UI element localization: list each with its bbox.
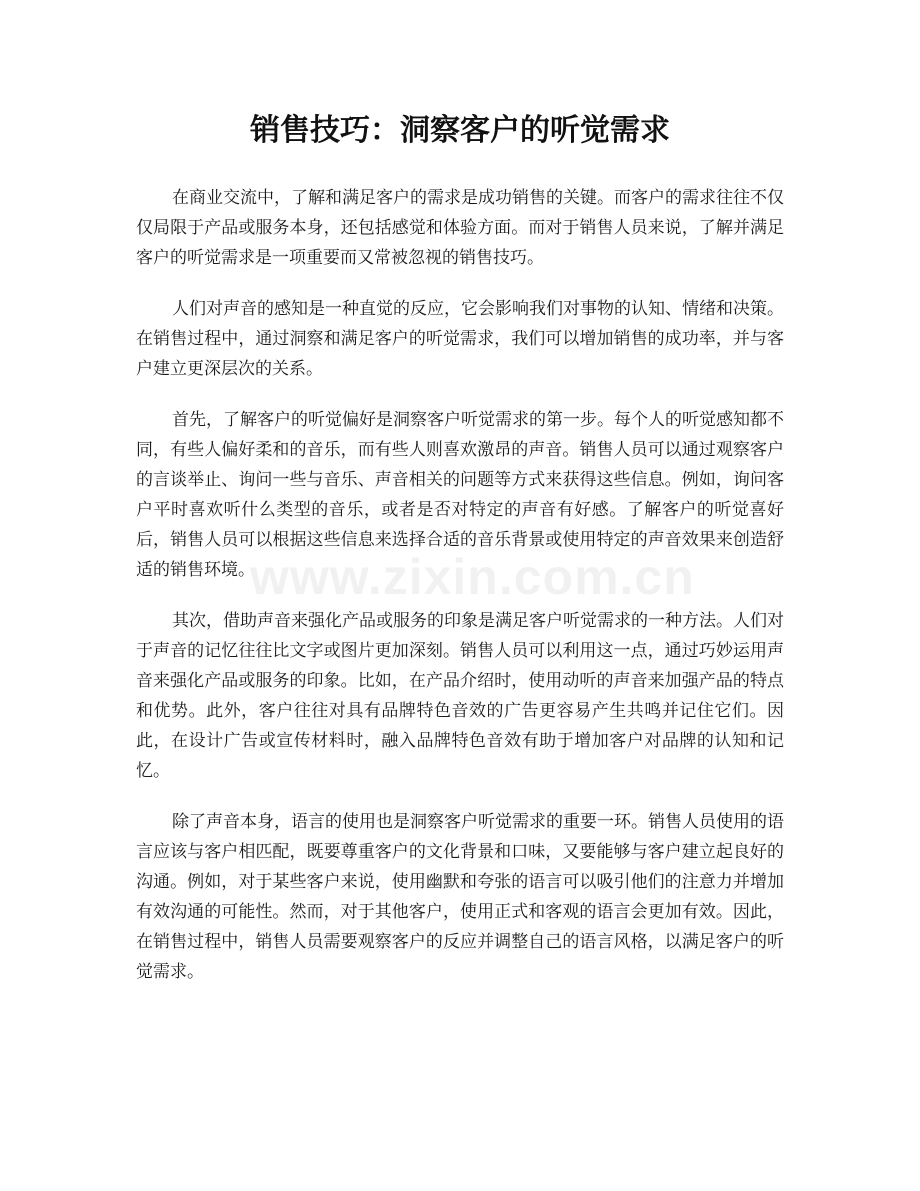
paragraph-3: 首先，了解客户的听觉偏好是洞察客户听觉需求的第一步。每个人的听觉感知都不同，有些人偏好柔和的音乐，而有些人则喜欢激昂的声音。销售人员可以通过观察客户的言谈举止、询问一些与音乐、声音相关的问题等方式来获得这些信息。例如，询问客户平时喜欢听什么类型的音乐，或者是否对特定的声音有好感。了解客户的听觉喜好后，销售人员可以根据这些信息来选择合适的音乐背景或使用特定的声音效果来创造舒适的销售环境。 (136, 410, 784, 580)
watermark: www.zixin.com.cn (250, 549, 695, 605)
document-title: 销售技巧：洞察客户的听觉需求 (250, 113, 670, 148)
paragraph-1: 在商业交流中，了解和满足客户的需求是成功销售的关键。而客户的需求往往不仅仅局限于产品或服务本身，还包括感觉和体验方面。而对于销售人员来说，了解并满足客户的听觉需求是一项重要而又常被忽视的销售技巧。 (136, 188, 784, 268)
paragraph-4: 其次，借助声音来强化产品或服务的印象是满足客户听觉需求的一种方法。人们对于声音的记忆往往比文字或图片更加深刻。销售人员可以利用这一点，通过巧妙运用声音来强化产品或服务的印象。比如，在产品介绍时，使用动听的声音来加强产品的特点和优势。此外，客户往往对具有品牌特色音效的广告更容易产生共鸣并记住它们。因此，在设计广告或宣传材料时，融入品牌特色音效有助于增加客户对品牌的认知和记忆。 (136, 611, 784, 781)
paragraph-5: 除了声音本身，语言的使用也是洞察客户听觉需求的重要一环。销售人员使用的语言应该与客户相匹配，既要尊重客户的文化背景和口味，又要能够与客户建立起良好的沟通。例如，对于某些客户来说，使用幽默和夸张的语言可以吸引他们的注意力并增加有效沟通的可能性。然而，对于其他客户，使用正式和客观的语言会更加有效。因此，在销售过程中，销售人员需要观察客户的反应并调整自己的语言风格，以满足客户的听觉需求。 (136, 812, 784, 982)
paragraph-2: 人们对声音的感知是一种直觉的反应，它会影响我们对事物的认知、情绪和决策。在销售过程中，通过洞察和满足客户的听觉需求，我们可以增加销售的成功率，并与客户建立更深层次的关系。 (136, 299, 784, 379)
document-body (136, 183, 784, 1008)
